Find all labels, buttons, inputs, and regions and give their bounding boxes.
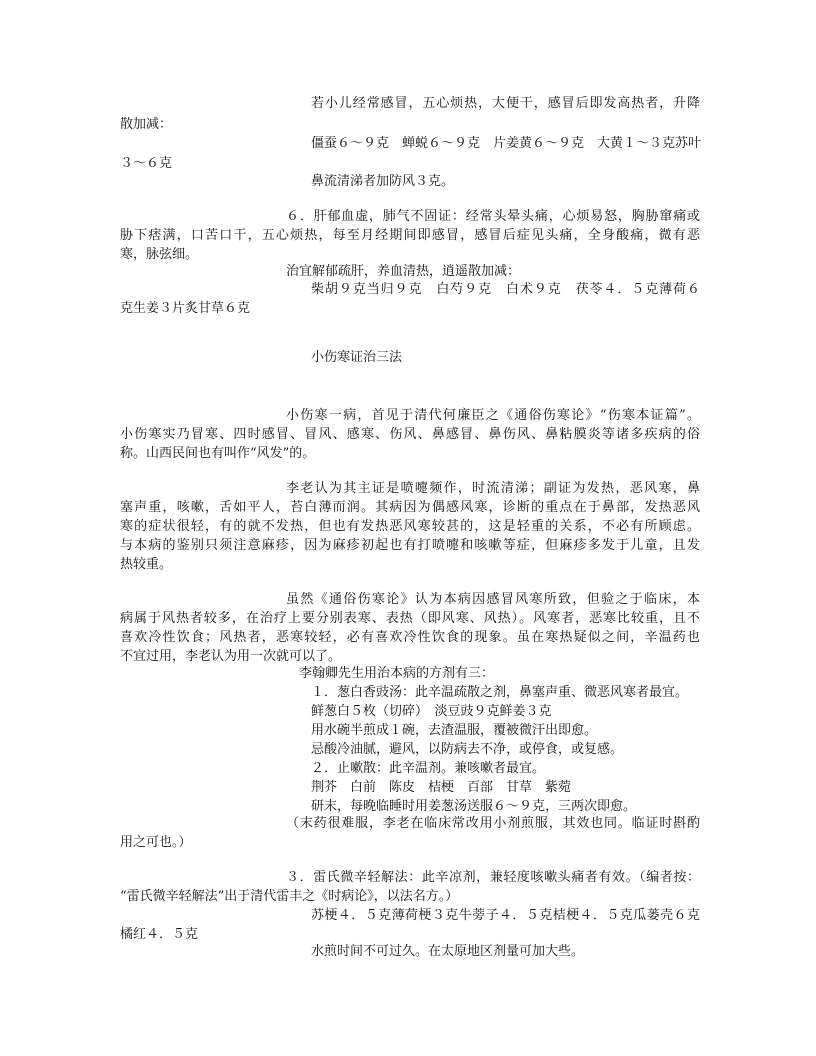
text-line: 热较重。 <box>120 557 173 572</box>
text-line: 散加减： <box>120 117 173 132</box>
text-line: 鼻流清涕者加防风３克。 <box>311 174 455 189</box>
text-line: 忌酸冷油腻，避风，以防病去不净，或停食，或复感。 <box>311 742 624 757</box>
text-line: 塞声重，咳嗽，舌如平人，苔白薄而润。其病因为偶感风寒，诊断的重点在于鼻部，发热恶风 <box>120 500 700 515</box>
text-line: 用水碗半煎成１碗，去渣温服，覆被微汗出即愈。 <box>311 723 598 738</box>
text-line: 寒的症状很轻，有的就不发热，但也有发热恶风寒较甚的，这是轻重的关系，不必有所顾虑。 <box>120 519 700 534</box>
text-line: ２．止嗽散：此辛温剂。兼咳嗽者最宜。 <box>311 761 546 776</box>
text-line: 病属于风热者较多，在治疗上要分别表寒、表热（即风寒、风热）。风寒者，恶寒比较重，且不 <box>120 611 700 626</box>
text-line: ６．肝郁血虚，肺气不固证：经常头晕头痛，心烦易怒，胸胁窜痛或 <box>286 209 700 224</box>
text-line: “雷氏微辛轻解法”出于清代雷丰之《时病论》，以法名方。） <box>120 889 459 904</box>
text-line: 若小儿经常感冒，五心烦热，大便干，感冒后即发高热者，升降 <box>311 96 700 111</box>
text-line: 柴胡９克当归９克 白芍９克 白术９克 茯苓４．５克薄荷６ <box>311 282 700 297</box>
text-line: １．葱白香豉汤：此辛温疏散之剂，鼻塞声重、微恶风寒者最宜。 <box>311 685 689 700</box>
text-line: 李老认为其主证是喷嚏频作，时流清涕；副证为发热，恶风寒，鼻 <box>286 481 700 496</box>
text-line: （末药很难服，李老在临床常改用小剂煎服，其效也同。临证时斟酌 <box>286 816 700 831</box>
text-line: 克生姜３片炙甘草６克 <box>120 301 251 316</box>
section-heading: 小伤寒证治三法 <box>311 350 403 365</box>
text-line: 橘红４．５克 <box>120 927 199 942</box>
text-line: ３～６克 <box>120 156 173 171</box>
text-line: 水煎时间不可过久。在太原地区剂量可加大些。 <box>311 944 585 959</box>
text-line: 研末，每晚临睡时用姜葱汤送服６～９克，三两次即愈。 <box>311 799 637 814</box>
text-line: 用之可也。） <box>120 835 192 850</box>
text-line: 小伤寒一病，首见于清代何廉臣之《通俗伤寒论》“伤寒本证篇”。 <box>286 408 700 423</box>
text-line: 称。山西民间也有叫作“风发”的。 <box>120 446 316 461</box>
text-line: 不宜过用，李老认为用一次就可以了。 <box>120 649 342 664</box>
text-line: 喜欢冷性饮食；风热者，恶寒较轻，必有喜欢冷性饮食的现象。虽在寒热疑似之间，辛温药也 <box>120 630 700 645</box>
text-line: 僵蚕６～９克 蝉蜕６～９克 片姜黄６～９克 大黄１～３克苏叶 <box>311 136 702 151</box>
text-line: 寒，脉弦细。 <box>120 247 199 262</box>
text-line: 胁下痞满，口苦口干，五心烦热，每至月经期间即感冒，感冒后症见头痛，全身酸痛，微有恶 <box>120 228 700 243</box>
text-line: 小伤寒实乃冒寒、四时感冒、冒风、感寒、伤风、鼻感冒、鼻伤风、鼻粘膜炎等诸多疾病的俗 <box>120 427 700 442</box>
text-line: 荆芥 白前 陈皮 桔梗 百部 甘草 紫菀 <box>311 780 572 795</box>
text-line: 李翰卿先生用治本病的方剂有三： <box>299 666 495 681</box>
text-line: 虽然《通俗伤寒论》认为本病因感冒风寒所致，但验之于临床，本 <box>286 592 700 607</box>
text-line: 治宜解郁疏肝，养血清热，逍遥散加减： <box>286 264 521 279</box>
text-line: ３．雷氏微辛轻解法：此辛凉剂，兼轻度咳嗽头痛者有效。（编者按： <box>286 870 700 885</box>
text-line: 苏梗４．５克薄荷梗３克牛蒡子４．５克桔梗４．５克瓜蒌壳６克 <box>311 908 700 923</box>
text-line: 鲜葱白５枚（切碎） 淡豆豉９克鲜姜３克 <box>311 704 552 719</box>
text-line: 与本病的鉴别只须注意麻疹，因为麻疹初起也有打喷嚏和咳嗽等症，但麻疹多发于儿童，且发 <box>120 538 700 553</box>
